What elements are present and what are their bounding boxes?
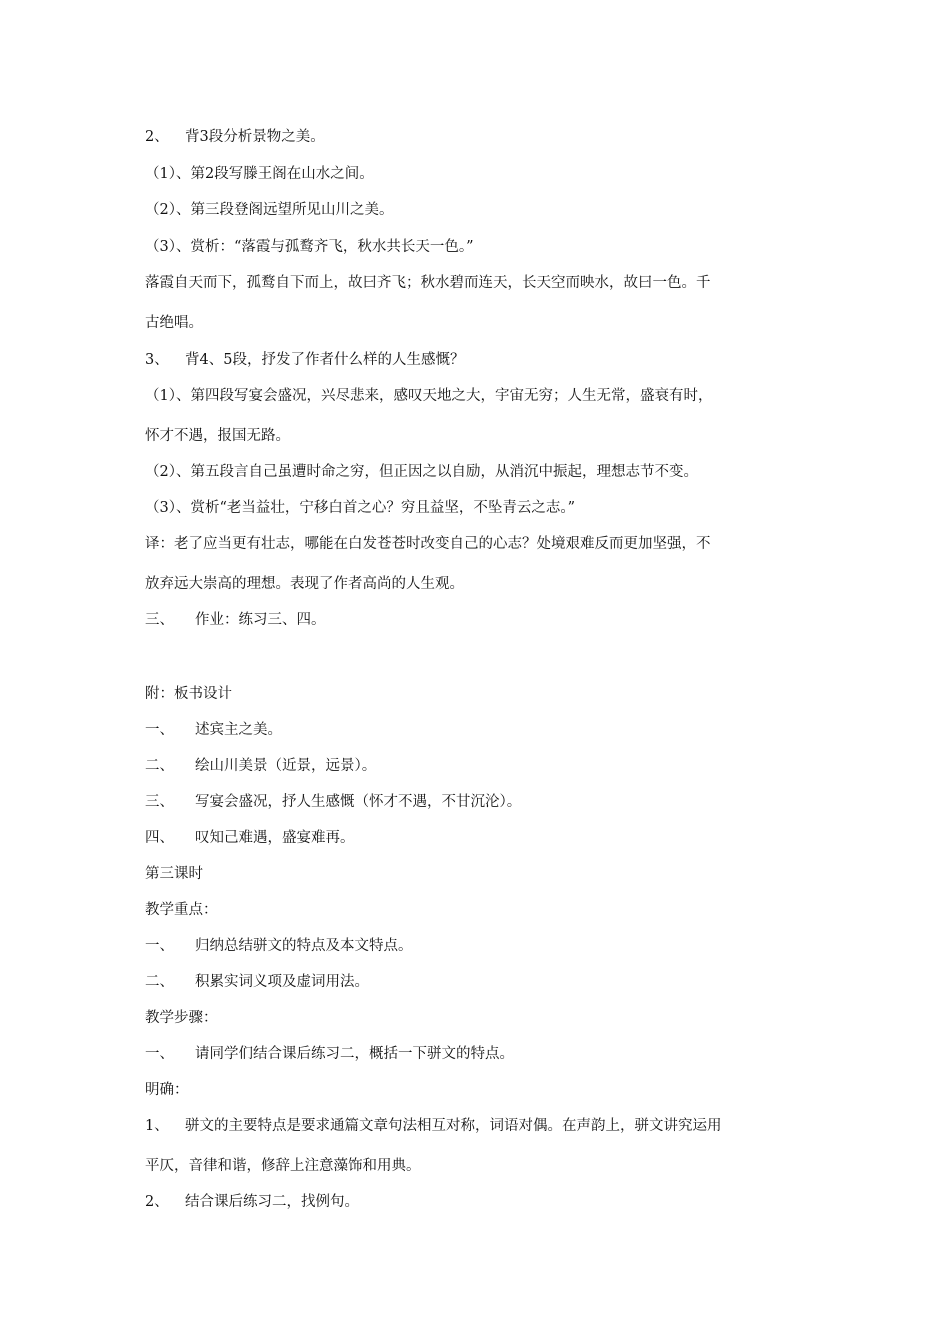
item-text: 结合课后练习二，找例句。 xyxy=(185,1194,359,1210)
list-item xyxy=(145,127,325,147)
item-text: 述宾主之美。 xyxy=(195,722,282,738)
item-number: 三、 xyxy=(145,612,174,628)
paragraph: （1）、第四段写宴会盛况，兴尽悲来，感叹天地之大，宇宙无穷；人生无常，盛衰有时， xyxy=(145,388,713,404)
list-item xyxy=(145,1192,359,1212)
section-heading: 第三课时 xyxy=(145,866,203,882)
list-item xyxy=(145,936,413,956)
item-text: 叹知己难遇，盛宴难再。 xyxy=(195,830,355,846)
item-number: 三、 xyxy=(145,794,174,810)
item-text: 写宴会盛况，抒人生感慨（怀才不遇，不甘沉沦）。 xyxy=(195,794,522,810)
item-text: 归纳总结骈文的特点及本文特点。 xyxy=(195,938,413,954)
section-heading: 教学重点： xyxy=(145,902,218,918)
paragraph: 古绝唱。 xyxy=(145,315,203,331)
item-text: 背3段分析景物之美。 xyxy=(185,129,325,145)
paragraph: 放弃远大崇高的理想。表现了作者高尚的人生观。 xyxy=(145,576,464,592)
item-text: 请同学们结合课后练习二，概括一下骈文的特点。 xyxy=(195,1046,514,1062)
paragraph: 落霞自天而下，孤鹜自下而上，故曰齐飞；秋水碧而连天，长天空而映水，故曰一色。千 xyxy=(145,275,711,291)
item-text: 积累实词义项及虚词用法。 xyxy=(195,974,369,990)
paragraph: （2）、第三段登阁远望所见山川之美。 xyxy=(145,202,394,218)
list-item xyxy=(145,972,369,992)
list-item xyxy=(145,610,326,630)
list-item xyxy=(145,828,355,848)
paragraph: （1）、第2段写滕王阁在山水之间。 xyxy=(145,166,374,182)
list-item xyxy=(145,350,464,370)
paragraph: 平仄，音律和谐，修辞上注意藻饰和用典。 xyxy=(145,1158,421,1174)
section-heading: 附：板书设计 xyxy=(145,686,232,702)
section-heading: 教学步骤： xyxy=(145,1010,218,1026)
item-number: 二、 xyxy=(145,758,174,774)
list-item xyxy=(145,792,521,812)
list-item xyxy=(145,720,282,740)
paragraph: 怀才不遇，报国无路。 xyxy=(145,428,290,444)
item-number: 2、 xyxy=(145,1194,169,1210)
item-number: 1、 xyxy=(145,1118,169,1134)
section-heading: 明确： xyxy=(145,1082,189,1098)
paragraph: （3）、赏析：“落霞与孤鹜齐飞，秋水共长天一色。” xyxy=(145,239,474,255)
item-number: 二、 xyxy=(145,974,174,990)
item-number: 一、 xyxy=(145,938,174,954)
list-item xyxy=(145,1116,722,1136)
item-number: 一、 xyxy=(145,722,174,738)
item-text: 骈文的主要特点是要求通篇文章句法相互对称，词语对偶。在声韵上，骈文讲究运用 xyxy=(185,1118,722,1134)
item-text: 作业：练习三、四。 xyxy=(195,612,326,628)
list-item xyxy=(145,1044,514,1064)
item-text: 背4、5段，抒发了作者什么样的人生感慨？ xyxy=(185,352,465,368)
item-text: 绘山川美景（近景，远景）。 xyxy=(195,758,377,774)
item-number: 四、 xyxy=(145,830,174,846)
paragraph: 译：老了应当更有壮志，哪能在白发苍苍时改变自己的心志？处境艰难反而更加坚强，不 xyxy=(145,536,711,552)
list-item xyxy=(145,756,376,776)
item-number: 2、 xyxy=(145,129,169,145)
item-number: 一、 xyxy=(145,1046,174,1062)
paragraph: （2）、第五段言自己虽遭时命之穷，但正因之以自励，从消沉中振起，理想志节不变。 xyxy=(145,464,698,480)
item-number: 3、 xyxy=(145,352,169,368)
paragraph: （3）、赏析“老当益壮，宁移白首之心？穷且益坚，不坠青云之志。” xyxy=(145,500,576,516)
